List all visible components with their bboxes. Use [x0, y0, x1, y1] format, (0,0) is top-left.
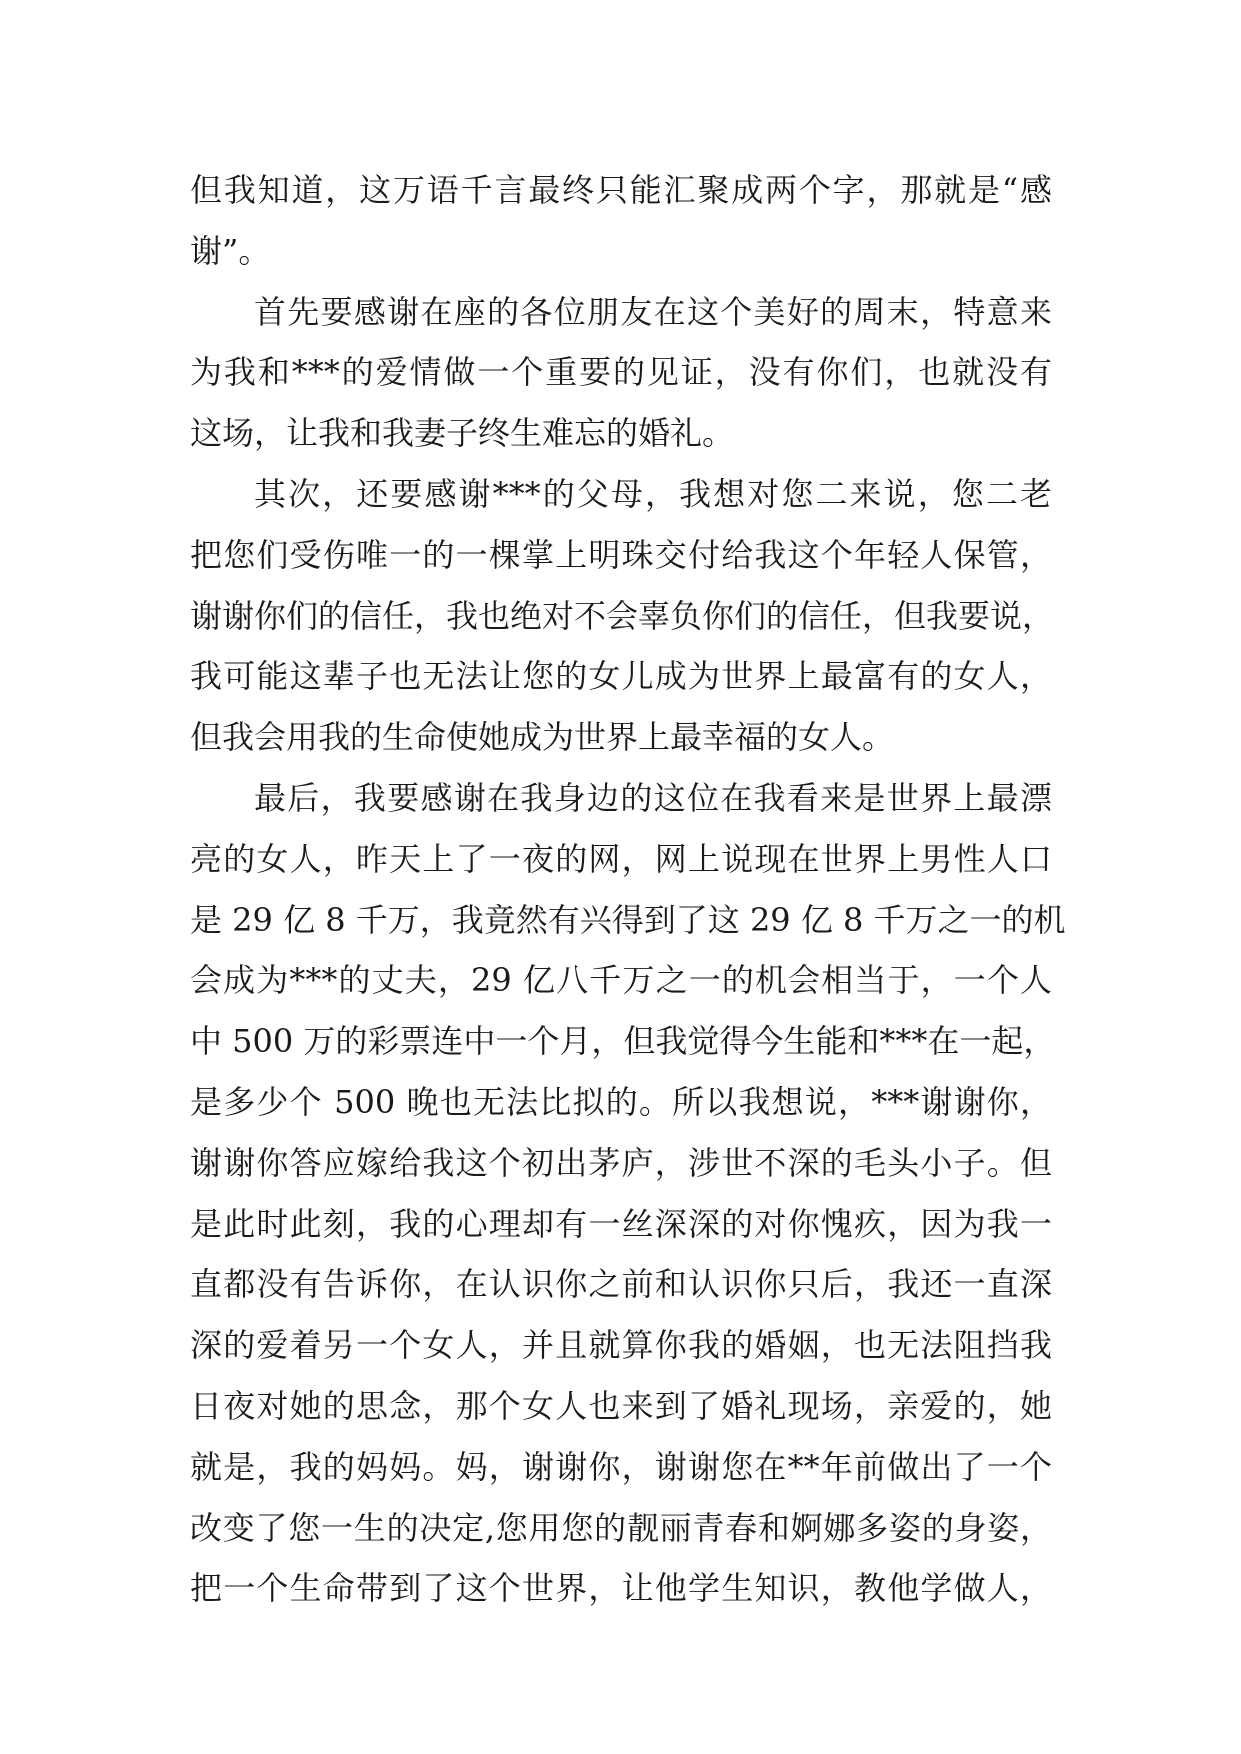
text-line: 其次，还要感谢***的父母，我想对您二来说，您二老: [254, 474, 1052, 513]
text-line: 中 500 万的彩票连中一个月，但我觉得今生能和***在一起，: [190, 1022, 1056, 1061]
document-body: [190, 160, 1066, 1619]
text-line: 亮的女人，昨天上了一夜的网，网上说现在世界上男性人口: [190, 839, 1052, 878]
text-line: 就是，我的妈妈。妈，谢谢你，谢谢您在**年前做出了一个: [190, 1447, 1052, 1486]
text-line: 但我知道，这万语千言最终只能汇聚成两个字，那就是“感: [190, 171, 1052, 209]
text-line: 深的爱着另一个女人，并且就算你我的婚姻，也无法阻挡我: [190, 1326, 1052, 1365]
text-line: 这场，让我和我妻子终生难忘的婚礼。: [190, 414, 735, 453]
text-line: 把您们受伤唯一的一棵掌上明珠交付给我这个年轻人保管，: [190, 535, 1052, 574]
text-line: 日夜对她的思念，那个女人也来到了婚礼现场，亲爱的，她: [190, 1386, 1052, 1425]
text-line: 直都没有告诉你，在认识你之前和认识你只后，我还一直深: [190, 1265, 1052, 1304]
text-line: 是此时此刻，我的心理却有一丝深深的对你愧疚，因为我一: [190, 1204, 1052, 1243]
text-line: 首先要感谢在座的各位朋友在这个美好的周末，特意来: [254, 292, 1052, 331]
text-line: 谢谢你答应嫁给我这个初出茅庐，涉世不深的毛头小子。但: [190, 1143, 1052, 1182]
text-line: 是 29 亿 8 千万，我竟然有兴得到了这 29 亿 8 千万之一的机: [190, 900, 1066, 939]
text-line: 把一个生命带到了这个世界，让他学生知识，教他学做人，: [190, 1569, 1052, 1608]
text-line: 为我和***的爱情做一个重要的见证，没有你们，也就没有: [190, 353, 1052, 392]
text-line: 会成为***的丈夫，29 亿八千万之一的机会相当于，一个人: [190, 961, 1052, 1000]
text-line: 改变了您一生的决定,您用您的靓丽青春和婀娜多姿的身姿，: [190, 1508, 1052, 1547]
text-line: 谢”。: [190, 231, 271, 270]
text-line: 但我会用我的生命使她成为世界上最幸福的女人。: [190, 718, 895, 757]
text-line: 是多少个 500 晚也无法比拟的。所以我想说，***谢谢你，: [190, 1082, 1052, 1121]
text-line: 谢谢你们的信任，我也绝对不会辜负你们的信任，但我要说，: [190, 596, 1055, 635]
text-line: 我可能这辈子也无法让您的女儿成为世界上最富有的女人，: [190, 657, 1052, 696]
text-line: 最后，我要感谢在我身边的这位在我看来是世界上最漂: [254, 778, 1052, 817]
